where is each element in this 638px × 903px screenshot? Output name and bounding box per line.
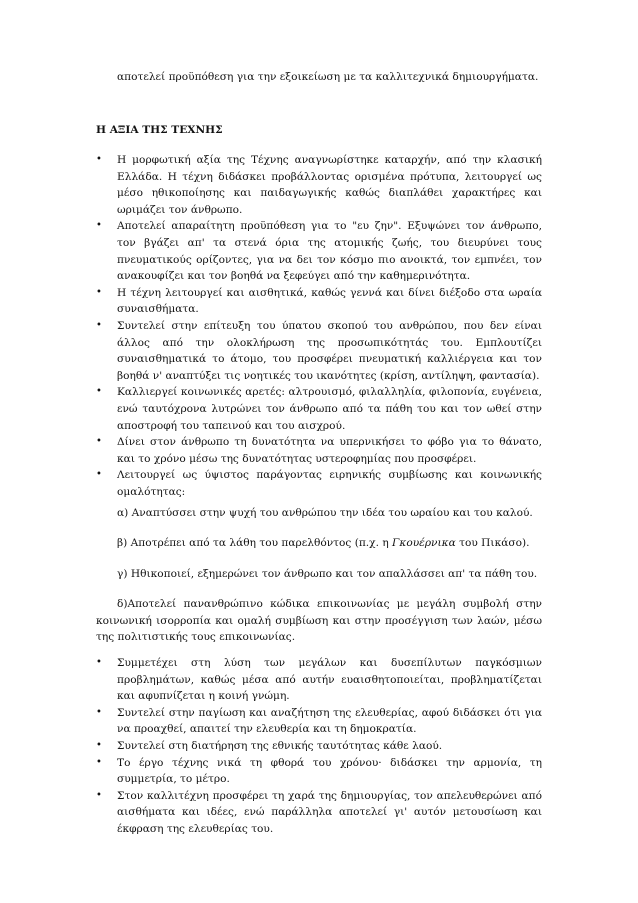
bullet-icon: • [96,386,102,398]
bullet-icon: • [96,220,102,232]
bullet-icon: • [96,739,102,751]
sub-item-c: γ) Ηθικοποιεί, εξημερώνει τον άνθρωπο και τον απαλλάσσει απ' τα πάθη του. [117,568,538,580]
sub-item-b: β) Αποτρέπει από τα λάθη του παρελθόντος (π.χ. η Γκουέρνικα του Πικάσο). [117,537,530,549]
sub-item-a: α) Αναπτύσσει στην ψυχή του ανθρώπου την ιδέα του ωραίου και του καλού. [117,507,533,519]
bullet-list-2 [0,655,542,838]
bullet-icon: • [96,469,102,481]
list-item: • Λειτουργεί ως ύψιστος παράγοντας ειρηνικής συμβίωσης και κοινωνικής ομαλότητας: [96,469,542,498]
sub-item-d: δ)Αποτελεί πανανθρώπινο κώδικα επικοινωνίας με μεγάλη συμβολή στην κοινωνική ισορροπία και ομαλή συμβίωση και στην προσέγγιση των λαών, μέσω της πολιτιστικής τους επικοινωνίας. [96,598,542,644]
bullet-list-1 [0,152,542,500]
list-item: • Συντελεί στη διατήρηση της εθνικής ταυτότητας κάθε λαού. [0,738,542,755]
list-item: • Συμμετέχει στη λύση των μεγάλων και δυσεπίλυτων παγκόσμιων προβλημάτων, καθώς μέσα από αυτήν ευαισθητοποιείται, προβληματίζεται και αφυπνίζεται η κοινή γνώμη. [96,657,542,703]
list-item: • Η τέχνη λειτουργεί και αισθητικά, καθώς γεννά και δίνει διέξοδο στα ωραία συναισθήματα. [96,286,542,316]
bullet-icon: • [96,319,102,331]
list-item: • Συντελεί στην επίτευξη του ύπατου σκοπού του ανθρώπου, που δεν είναι άλλος από την ολοκλήρωση της προσωπικότητάς του. Εμπλουτίζει συναισθηματικά το άτομο, του προσφέρει πνευματική καλλιέργεια και τον βοηθά ν' αναπτύξει τις νοητικές του ικανότητες (κρίση, αντίληψη, φαντασία). [96,319,542,382]
intro-paragraph: αποτελεί προϋπόθεση για την εξοικείωση με τα καλλιτεχνικά δημιουργήματα. [117,71,539,83]
bullet-icon: • [96,154,102,165]
bullet-icon: • [96,657,102,668]
list-item: • Συντελεί στην παγίωση και αναζήτηση της ελευθερίας, αφού διδάσκει ότι για να προαχθεί, απαιτεί την ελευθερία και τη δημοκρατία. [96,706,542,736]
list-item: • Δίνει στον άνθρωπο τη δυνατότητα να υπερνικήσει το φόβο για το θάνατο, και το χρόνο μέσω της δυνατότητας υστεροφημίας που προσφέρει. [96,436,542,465]
bullet-icon: • [96,706,102,718]
bullet-icon: • [96,286,102,298]
list-item: • Αποτελεί απαραίτητη προϋπόθεση για το "ευ ζην". Εξυψώνει τον άνθρωπο, τον βγάζει απ' τα στενά όρια της ατομικής ζωής, του διευρύνει τους πνευματικούς ορίζοντες, για να δει τον κόσμο πιο ανοικτά, τον εμπνέει, τον ανακουφίζει και τον βοηθά να ξεφεύγει από την καθημερινότητα. [96,220,542,283]
list-item: • Στον καλλιτέχνη προσφέρει τη χαρά της δημιουργίας, τον απελευθερώνει από αισθήματα και ιδέες, ενώ παράλληλα αποτελεί γι' αυτόν μετουσίωση και έκφραση της ελευθερίας του. [96,789,542,835]
artwork-title: Γκουέρνικα [392,537,456,549]
bullet-icon: • [96,789,102,801]
list-item: • Το έργο τέχνης νικά τη φθορά του χρόνου· διδάσκει την αρμονία, τη συμμετρία, το μέτρο. [96,756,542,786]
list-item: • Καλλιεργεί κοινωνικές αρετές: αλτρουισμό, φιλαλληλία, φιλοπονία, ευγένεια, ενώ ταυτόχρονα λυτρώνει τον άνθρωπο από τα πάθη του και τον ωθεί στην αποστροφή του ταπεινού και του αισχρού. [96,386,542,432]
bullet-icon: • [96,756,102,768]
list-item: • Η μορφωτική αξία της Τέχνης αναγνωρίστηκε καταρχήν, από την κλασική Ελλάδα. Η τέχνη διδάσκει προβάλλοντας ορισμένα πρότυπα, λειτουργεί ως μέσο ηθικοποίησης και παιδαγωγικής καθώς διαπλάθει χαρακτήρες και ωριμάζει τον άνθρωπο. [96,154,542,216]
bullet-icon: • [96,436,102,448]
section-heading: Η ΑΞΙΑ ΤΗΣ ΤΕΧΝΗΣ [96,124,223,136]
